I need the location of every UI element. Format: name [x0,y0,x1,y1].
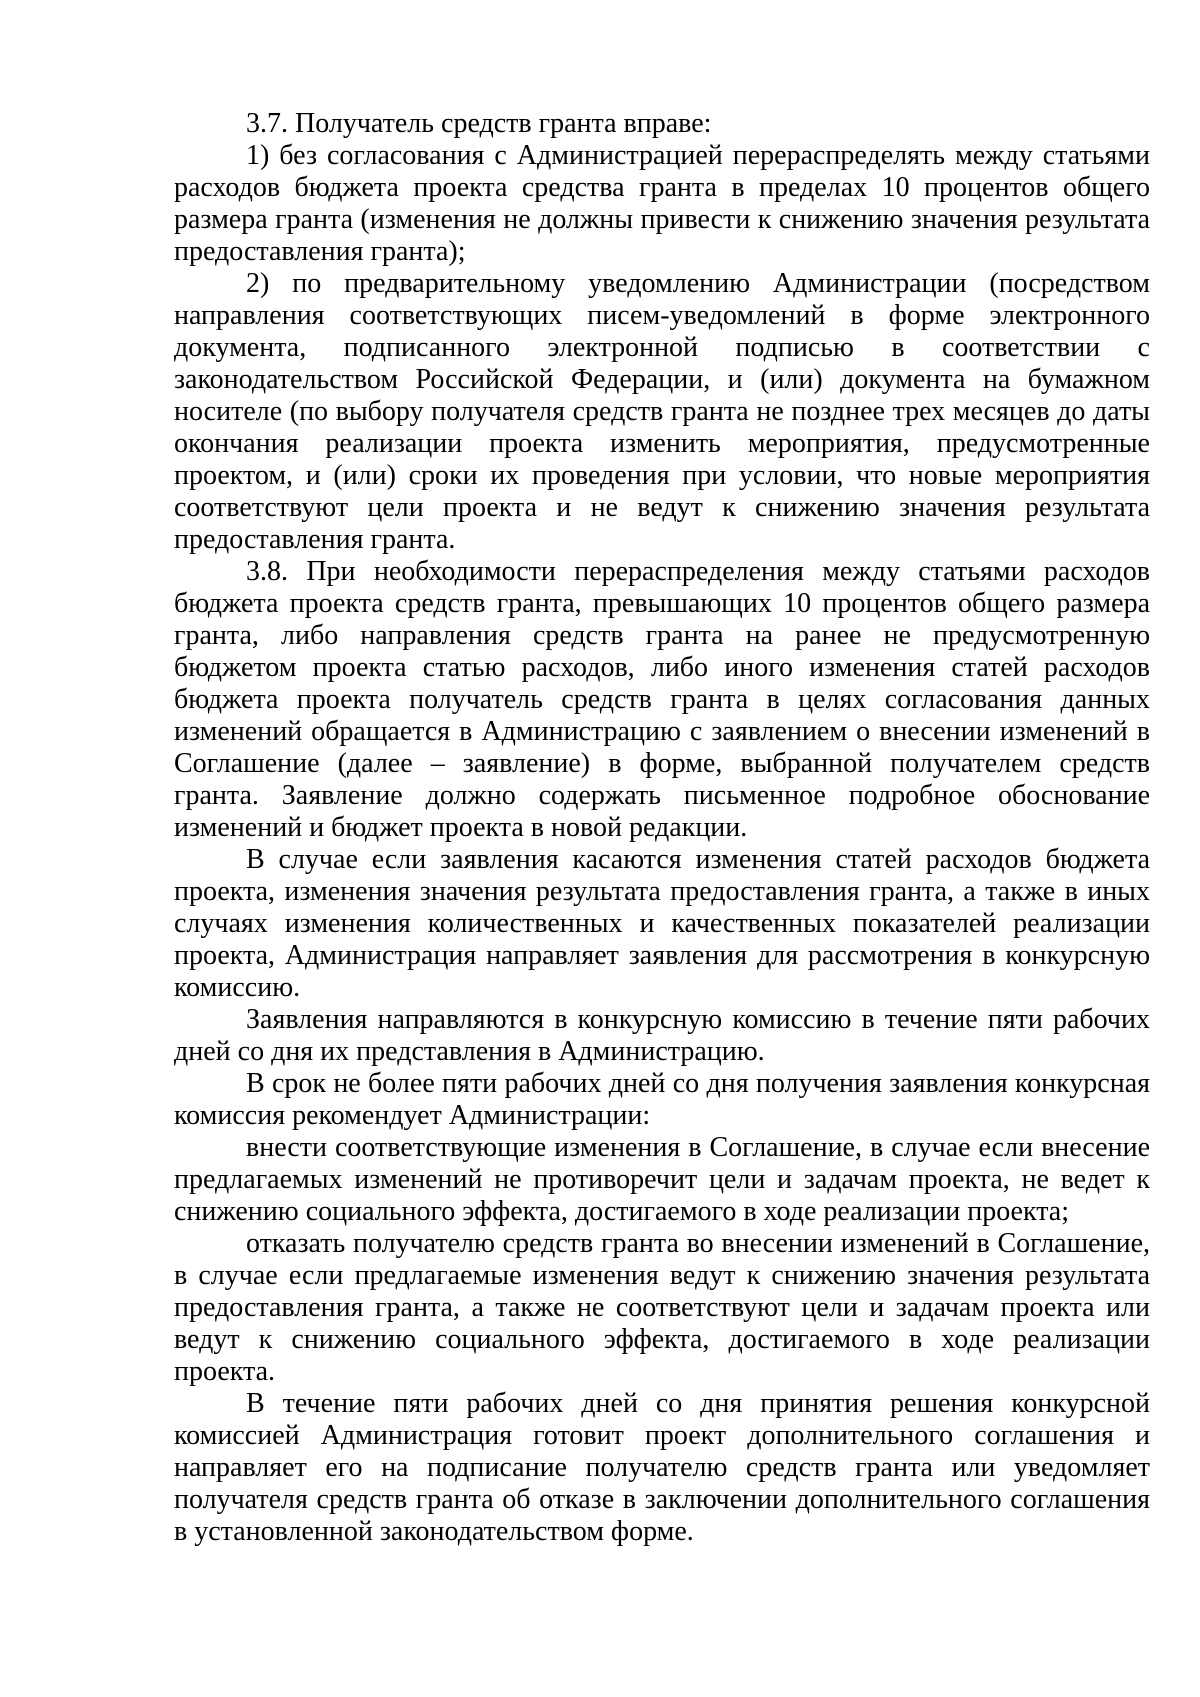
paragraph-referral-deadline: Заявления направляются в конкурсную комиссию в течение пяти рабочих дней со дня их представления в Администрацию. [174,1004,1150,1067]
paragraph-3-8: 3.8. При необходимости перераспределения между статьями расходов бюджета проекта средств гранта, превышающих 10 процентов общего размера гранта, либо направления средств гранта на ранее не предусмотренную бюджетом проекта статью расходов, либо иного изменения статей расходов бюджета проекта получатель средств гранта в целях согласования данных изменений обращается в Администрацию с заявлением о внесении изменений в Соглашение (далее – заявление) в форме, выбранной получателем средств гранта. Заявление должно содержать письменное подробное обоснование изменений и бюджет проекта в новой редакции. [174,556,1150,843]
paragraph-commission-recommendation: В срок не более пяти рабочих дней со дня получения заявления конкурсная комиссия рекомендует Администрации: [174,1068,1150,1131]
paragraph-3-7-heading: 3.7. Получатель средств гранта вправе: [246,108,712,139]
paragraph-additional-agreement: В течение пяти рабочих дней со дня принятия решения конкурсной комиссией Администрация готовит проект дополнительного соглашения и направляет его на подписание получателю средств гранта или уведомляет получателя средств гранта об отказе в заключении дополнительного соглашения в установленной законодательством форме. [174,1388,1150,1547]
paragraph-recommend-approve: внести соответствующие изменения в Соглашение, в случае если внесение предлагаемых изменений не противоречит цели и задачам проекта, не ведет к снижению социального эффекта, достигаемого в ходе реализации проекта; [174,1132,1150,1227]
paragraph-3-7-item-1: 1) без согласования с Администрацией перераспределять между статьями расходов бюджета проекта средства гранта в пределах 10 процентов общего размера гранта (изменения не должны привести к снижению значения результата предоставления гранта); [174,140,1150,267]
paragraph-3-7-item-2: 2) по предварительному уведомлению Администрации (посредством направления соответствующих писем-уведомлений в форме электронного документа, подписанного электронной подписью в соответствии с законодательством Российской Федерации, и (или) документа на бумажном носителе (по выбору получателя средств гранта не позднее трех месяцев до даты окончания реализации проекта изменить мероприятия, предусмотренные проектом, и (или) сроки их проведения при условии, что новые мероприятия соответствуют цели проекта и не ведут к снижению значения результата предоставления гранта. [174,268,1150,555]
paragraph-recommend-refuse: отказать получателю средств гранта во внесении изменений в Соглашение, в случае если предлагаемые изменения ведут к снижению значения результата предоставления гранта, а также не соответствуют цели и задачам проекта или ведут к снижению социального эффекта, достигаемого в ходе реализации проекта. [174,1228,1150,1387]
document-page [174,108,1150,1548]
paragraph-commission-referral: В случае если заявления касаются изменения статей расходов бюджета проекта, изменения значения результата предоставления гранта, а также в иных случаях изменения количественных и качественных показателей реализации проекта, Администрация направляет заявления для рассмотрения в конкурсную комиссию. [174,844,1150,1003]
